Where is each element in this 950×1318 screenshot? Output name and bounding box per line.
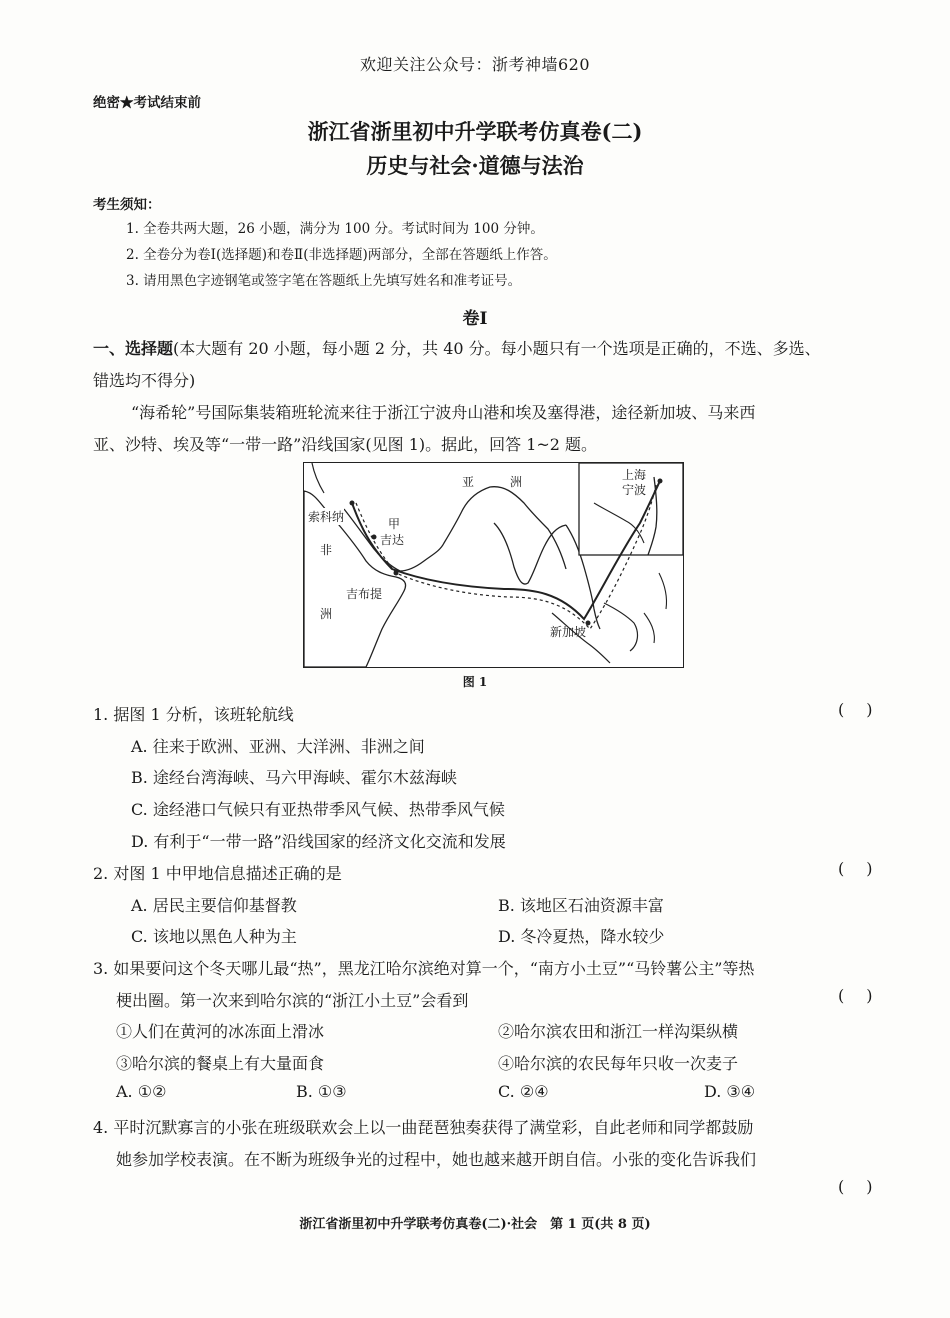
borneo-coast — [604, 603, 637, 651]
material-text: “海希轮”号国际集装箱班轮流来往于浙江宁波舟山港和埃及塞得港，途径新加坡、马来西 — [131, 403, 756, 422]
port-singapore — [586, 621, 591, 626]
answer-bracket: () — [838, 859, 895, 878]
q2-option-a: A. 居民主要信仰基督教 — [131, 896, 297, 915]
answer-bracket: () — [838, 700, 895, 719]
q1-stem: 1. 据图 1 分析，该班轮航线 — [93, 705, 294, 724]
philippines — [659, 573, 667, 609]
q1-option-a: A. 往来于欧洲、亚洲、大洋洲、非洲之间 — [131, 737, 425, 756]
map-label-jida: 吉达 — [380, 533, 405, 547]
q2-option-d: D. 冬冷夏热，降水较少 — [498, 927, 665, 946]
q1-option-b: B. 途经台湾海峡、马六甲海峡、霍尔木兹海峡 — [131, 768, 457, 787]
confidential-label: 绝密★考试结束前 — [93, 95, 201, 111]
exam-subtitle: 历史与社会·道德与法治 — [366, 153, 584, 178]
map-label-africa: 洲 — [320, 607, 333, 621]
route-map — [303, 462, 684, 668]
notice-item: 3. 请用黑色字迹钢笔或签字笔在答题纸上先填写姓名和准考证号。 — [126, 273, 522, 289]
map-label-singapore: 新加坡 — [550, 625, 587, 639]
material-text-cont: 亚、沙特、埃及等“一带一路”沿线国家(见图 1)。据此，回答 1~2 题。 — [93, 435, 598, 454]
q3-stem: 3. 如果要问这个冬天哪儿最“热”，黑龙江哈尔滨绝对算一个，“南方小土豆”“马铃薯公主”等热 — [93, 959, 755, 978]
port-jibuti — [394, 571, 399, 576]
island — [644, 613, 654, 643]
q1-option-d: D. 有利于“一带一路”沿线国家的经济文化交流和发展 — [131, 832, 506, 851]
exam-title: 浙江省浙里初中升学联考仿真卷(二) — [307, 119, 643, 144]
q1-option-c: C. 途经港口气候只有亚热带季风气候、热带季风气候 — [131, 800, 505, 819]
notice-heading: 考生须知： — [93, 197, 161, 213]
page-footer: 浙江省浙里初中升学联考仿真卷(二)·社会 第 1 页(共 8 页) — [299, 1217, 651, 1232]
map-label-asia: 洲 — [510, 475, 523, 489]
map-label-ningbo: 宁波 — [622, 483, 647, 497]
q3-option-d: D. ③④ — [704, 1082, 756, 1101]
q3-item-3: ③哈尔滨的餐桌上有大量面食 — [116, 1054, 325, 1073]
arabia-india-coast — [344, 487, 566, 571]
india-coast — [494, 523, 566, 584]
q3-stem-cont: 梗出圈。第一次来到哈尔滨的“浙江小土豆”会看到 — [116, 991, 469, 1010]
map-label-suokena: 索科纳 — [308, 510, 345, 524]
figure-caption: 图 1 — [462, 675, 488, 689]
answer-bracket: () — [838, 1177, 895, 1196]
map-label-asia: 亚 — [462, 475, 475, 489]
watermark-text: 欢迎关注公众号：浙考神墙620 — [359, 55, 591, 74]
port-jida — [372, 535, 377, 540]
q3-item-4: ④哈尔滨的农民每年只收一次麦子 — [498, 1054, 739, 1073]
q4-stem-cont: 她参加学校表演。在不断为班级争光的过程中，她也越来越开朗自信。小张的变化告诉我们 — [116, 1150, 757, 1169]
q2-option-c: C. 该地以黑色人种为主 — [131, 927, 297, 946]
port-ningbo — [658, 479, 663, 484]
section-intro-rest: (本大题有 20 小题，每小题 2 分，共 40 分。每小题只有一个选项是正确的，不选、多选、 — [173, 339, 821, 358]
q3-item-2: ②哈尔滨农田和浙江一样沟渠纵横 — [498, 1022, 739, 1041]
map-label-shanghai: 上海 — [622, 468, 647, 482]
q3-option-b: B. ①③ — [296, 1082, 347, 1101]
q2-option-b: B. 该地区石油资源丰富 — [498, 896, 664, 915]
notice-item: 1. 全卷共两大题，26 小题，满分为 100 分。考试时间为 100 分钟。 — [126, 221, 544, 237]
sinai-coast — [312, 463, 324, 493]
q3-option-a: A. ①② — [116, 1082, 167, 1101]
section-intro: 一、选择题(本大题有 20 小题，每小题 2 分，共 40 分。每小题只有一个选项是正确的，不选、多选、 — [93, 339, 821, 358]
q4-stem: 4. 平时沉默寡言的小张在班级联欢会上以一曲琵琶独奏获得了满堂彩，自此老师和同学都鼓励 — [93, 1118, 754, 1137]
section-title: 卷Ⅰ — [462, 309, 488, 329]
q3-option-c: C. ②④ — [498, 1082, 549, 1101]
map-label-jibuti: 吉布提 — [346, 587, 383, 601]
map-label-jia: 甲 — [388, 517, 401, 531]
q3-item-1: ①人们在黄河的冰冻面上滑冰 — [116, 1022, 325, 1041]
q2-stem: 2. 对图 1 中甲地信息描述正确的是 — [93, 864, 342, 883]
answer-bracket: () — [838, 986, 895, 1005]
section-intro-cont: 错选均不得分) — [93, 371, 196, 390]
map-label-africa: 非 — [320, 543, 333, 557]
port-suokena — [350, 501, 355, 506]
notice-item: 2. 全卷分为卷Ⅰ(选择题)和卷Ⅱ(非选择题)两部分，全部在答题纸上作答。 — [126, 247, 557, 263]
